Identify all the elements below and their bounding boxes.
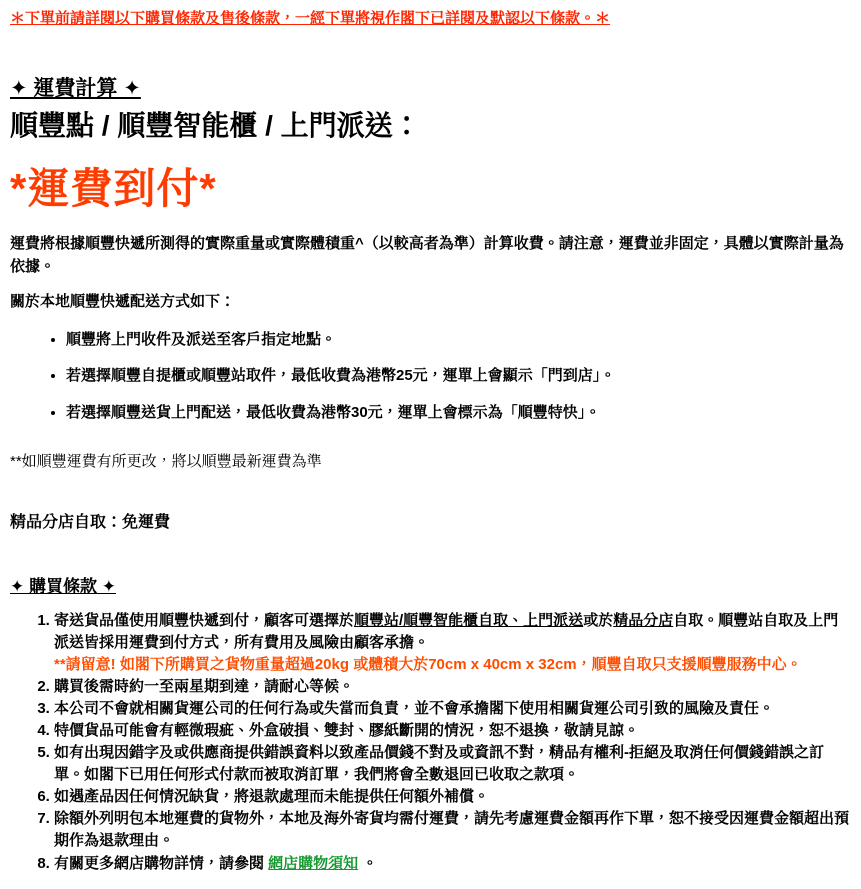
online-shop-guide-link[interactable]: 網店購物須知 — [268, 854, 359, 872]
term-item-5: 5. 如有出現因錯字及或供應商提供錯誤資料以致產品價錢不對及或資訊不對，精品有權利-拒絕及取消任何價錢錯誤之訂單。如閣下已用任何形式付款而被取消訂單，我們將會全數退回已收取之款項。 — [54, 742, 849, 786]
term-item-8 — [54, 853, 849, 875]
purchase-terms-list — [10, 610, 849, 875]
freight-collect-title: *運費到付* — [10, 165, 217, 213]
delivery-bullet-list — [10, 329, 849, 425]
term-item-7: 7. 除額外列明包本地運費的貨物外，本地及海外寄貨均需付運費，請先考慮運費金額再作下單，恕不接受因運費金額超出預期作為退款理由。 — [54, 808, 849, 852]
delivery-methods-heading: 順豐點 / 順豐智能櫃 / 上門派送： — [10, 110, 421, 142]
local-delivery-label: 關於本地順豐快遞配送方式如下： — [10, 293, 236, 311]
pre-order-notice: ＊下單前請詳閱以下購買條款及售後條款，一經下單將視作閣下已詳閱及默認以下條款。＊ — [10, 10, 611, 27]
term-1-text: 寄送貨品僅使用順豐快遞到付，顧客可選擇於 — [54, 611, 355, 629]
purchase-terms-heading-text: ✦ 購買條款 ✦ — [10, 576, 116, 596]
shipping-fee-intro: 運費將根據順豐快遞所測得的實際重量或實際體積重^（以較高者為準）計算收費。請注意，運費並非固定，具體以實際計量為依據。 — [10, 234, 844, 275]
list-item: • 順豐將上門收件及派送至客戶指定地點。 — [66, 329, 849, 352]
term-item-3: 3. 本公司不會就相關貨運公司的任何行為或失當而負責，並不會承擔閣下使用相關貨運公司引致的風險及責任。 — [54, 698, 849, 720]
term-1-text: 或於 — [583, 611, 614, 629]
term-1-pickup-options-emphasis: 順豐站/順豐智能櫃自取、上門派送 — [354, 611, 584, 629]
term-8-text: 有關更多網店購物詳情，請參閱 — [54, 854, 269, 872]
term-8-text: 。 — [358, 854, 378, 872]
term-1-text: 自取。順豐站自取及上門派送皆採用運費到付方式，所有費用及風險由顧客承擔。 — [54, 611, 839, 652]
term-item-2: 2. 購買後需時約一至兩星期到達，請耐心等候。 — [54, 676, 849, 698]
list-item: • 若選擇順豐自提櫃或順豐站取件，最低收費為港幣25元，運單上會顯示「門到店」。 — [66, 365, 849, 388]
shipping-calc-heading-text: ✦ 運費計算 ✦ — [10, 77, 141, 100]
shipping-calc-heading — [10, 75, 849, 102]
purchase-terms-heading — [10, 572, 849, 597]
term-1-weight-warning: **請留意! 如閣下所購買之貨物重量超過20kg 或體積大於70cm x 40cm x 32cm，順豐自取只支援順豐服務中心。 — [54, 656, 802, 674]
list-item: • 若選擇順豐送貨上門配送，最低收費為港幣30元，運單上會標示為「順豐特快」。 — [66, 402, 849, 425]
fee-update-note: **如順豐運費有所更改，將以順豐最新運費為準 — [10, 453, 322, 471]
term-1-store-emphasis: 精品分店 — [613, 611, 674, 629]
term-item-1 — [54, 610, 849, 676]
term-item-4: 4. 特價貨品可能會有輕微瑕疵、外盒破損、雙封、膠紙斷開的情況，恕不退換，敬請見諒。 — [54, 720, 849, 742]
store-pickup-free-label: 精品分店自取：免運費 — [10, 513, 171, 531]
term-item-6: 6. 如遇產品因任何情況缺貨，將退款處理而未能提供任何額外補償。 — [54, 786, 849, 808]
